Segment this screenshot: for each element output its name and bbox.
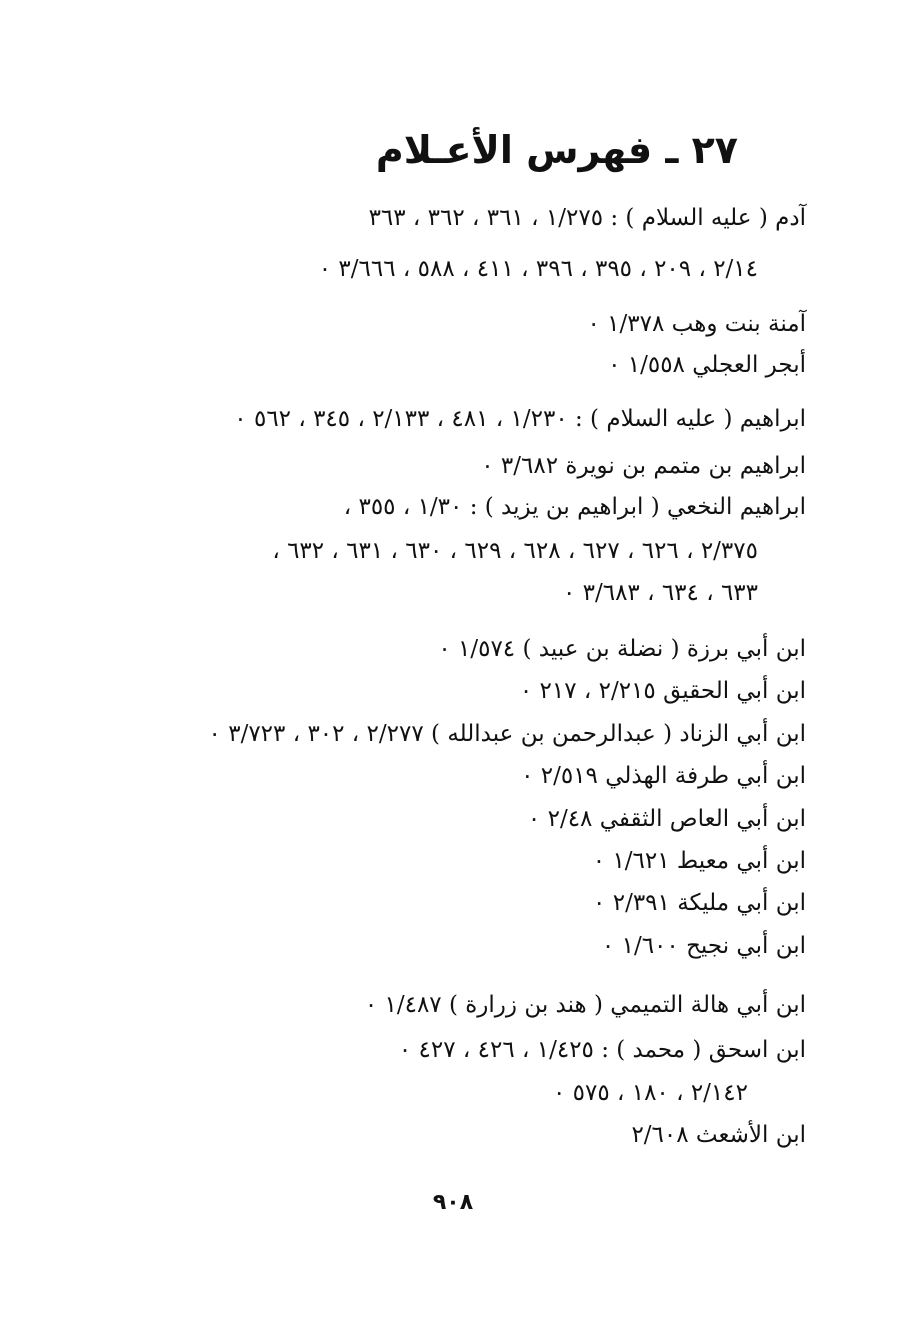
index-entry-continuation: ٢/٣٧٥ ، ٦٢٦ ، ٦٢٧ ، ٦٢٨ ، ٦٢٩ ، ٦٣٠ ، ٦٣١ ، ٦٣٢ ، [272,538,758,564]
page-number: ٩٠٨ [432,1190,474,1215]
index-entry: ابن أبي الزناد ( عبدالرحمن بن عبدالله ) ٢/٢٧٧ ، ٣٠٢ ، ٣/٧٢٣ ٠ [208,721,806,747]
index-entry: ابراهيم بن متمم بن نويرة ٣/٦٨٢ ٠ [481,453,806,479]
index-entry: ابن أبي طرفة الهذلي ٢/٥١٩ ٠ [521,763,806,789]
index-entry-continuation: ٦٣٣ ، ٦٣٤ ، ٣/٦٨٣ ٠ [562,580,758,606]
index-entry: ابن أبي هالة التميمي ( هند بن زرارة ) ١/٤٨٧ ٠ [364,992,806,1018]
index-entry: ابن أبي معيط ١/٦٢١ ٠ [592,848,806,874]
index-entry: ابن الأشعث ٢/٦٠٨ [631,1122,806,1148]
index-entry: ابن أبي مليكة ٢/٣٩١ ٠ [593,890,806,916]
index-entry: أبجر العجلي ١/٥٥٨ ٠ [608,352,806,378]
index-entry: ابراهيم النخعي ( ابراهيم بن يزيد ) : ١/٣٠ ، ٣٥٥ ، [343,494,806,520]
index-entry: ابن أبي برزة ( نضلة بن عبيد ) ١/٥٧٤ ٠ [438,636,806,662]
index-entry: ابن أبي الحقيق ٢/٢١٥ ، ٢١٧ ٠ [519,678,806,704]
index-entry-continuation: ٢/١٤٢ ، ١٨٠ ، ٥٧٥ ٠ [552,1080,748,1106]
index-entry: ابراهيم ( عليه السلام ) : ١/٢٣٠ ، ٤٨١ ، ٢/١٣٣ ، ٣٤٥ ، ٥٦٢ ٠ [234,406,806,432]
index-entry: آدم ( عليه السلام ) : ١/٢٧٥ ، ٣٦١ ، ٣٦٢ ، ٣٦٣ [368,205,806,231]
index-title: ٢٧ ـ فهرس الأعـلام [375,128,738,172]
index-entry-continuation: ٢/١٤ ، ٢٠٩ ، ٣٩٥ ، ٣٩٦ ، ٤١١ ، ٥٨٨ ، ٣/٦٦٦ ٠ [318,256,758,282]
index-entry: آمنة بنت وهب ١/٣٧٨ ٠ [587,311,806,337]
index-entry: ابن أبي نجيح ١/٦٠٠ ٠ [601,933,806,959]
index-entry: ابن أبي العاص الثقفي ٢/٤٨ ٠ [527,806,806,832]
index-entry: ابن اسحق ( محمد ) : ١/٤٢٥ ، ٤٢٦ ، ٤٢٧ ٠ [398,1037,806,1063]
